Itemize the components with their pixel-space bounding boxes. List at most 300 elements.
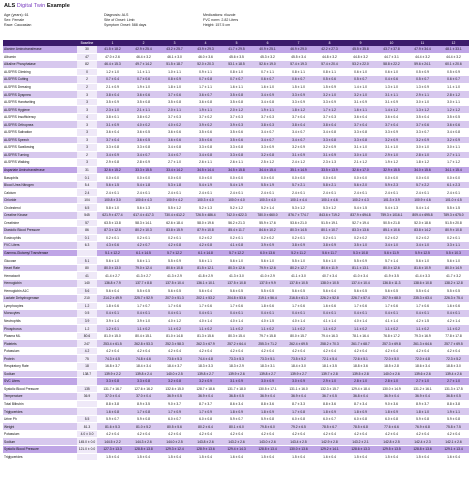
row-predicted-value: 1.6 ± 1.1 [345, 106, 376, 114]
row-predicted-value: 80.2 ± 12.7 [283, 264, 314, 272]
row-predicted-value: 85.4 ± 11.7 [221, 227, 252, 235]
row-predicted-value: 63.5 ± 13.8 [97, 219, 128, 227]
row-predicted-value: 730.4 ± 612.2 [159, 212, 190, 220]
row-predicted-value: 81.6 ± 5.3 [97, 423, 128, 431]
row-predicted-value: 262.8 ± 53.3 [128, 340, 159, 348]
table-row [3, 68, 469, 76]
row-predicted-value: 3.6 ± 0.5 [128, 129, 159, 137]
row-predicted-value: 3.3 ± 0.8 [221, 144, 252, 152]
row-baseline-value: 5.5 [77, 415, 97, 423]
row-predicted-value: 0.8 ± 0.9 [159, 76, 190, 84]
row-predicted-value: 2.1 ± 1.1 [128, 106, 159, 114]
row-baseline-value: 6.5 [77, 204, 97, 212]
row-predicted-value: 3.0 ± 0.9 [252, 378, 283, 386]
row-variable-name: Temperature [3, 393, 77, 401]
row-predicted-value: 1.7 ± 0.6 [159, 302, 190, 310]
row-predicted-value: 1.8 ± 1.0 [407, 408, 438, 416]
row-predicted-value: 204.8 ± 53.6 [221, 295, 252, 303]
row-predicted-value: 129.1 ± 13.4 [438, 445, 469, 453]
row-variable-name: Diastolic Blood Pressure [3, 227, 77, 235]
row-predicted-value: 36.9 ± 0.4 [252, 393, 283, 401]
row-predicted-value: 1.7 ± 0.6 [345, 302, 376, 310]
row-predicted-value: 80.3 ± 12.6 [221, 264, 252, 272]
row-predicted-value: 2.4 ± 0.1 [283, 189, 314, 197]
row-predicted-value: 5.6 ± 1.0 [438, 257, 469, 265]
table-row [3, 310, 469, 318]
row-predicted-value: 1.7 ± 0.6 [190, 302, 221, 310]
row-predicted-value: 83.3 ± 13.6 [345, 227, 376, 235]
row-predicted-value: 2.8 ± 0.9 [128, 159, 159, 167]
row-predicted-value: 18.1 ± 3.5 [314, 362, 345, 370]
row-predicted-value: 4.2 ± 0.4 [376, 430, 407, 438]
row-predicted-value: 3.5 ± 0.5 [438, 113, 469, 121]
row-predicted-value: 58.8 ± 22.2 [376, 61, 407, 69]
row-predicted-value: 3.5 ± 0.8 [159, 98, 190, 106]
row-predicted-value: 257.3 ± 69.8 [376, 340, 407, 348]
row-predicted-value: 1.7 ± 0.9 [159, 408, 190, 416]
row-variable-name: ALSFRS Climbing [3, 68, 77, 76]
row-predicted-value: 44.7 ± 3.1 [376, 53, 407, 61]
row-predicted-value: 3.4 ± 0.7 [159, 151, 190, 159]
row-predicted-value: 3.1 ± 0.9 [283, 151, 314, 159]
row-baseline-value: 86 [77, 227, 97, 235]
row-variable-name: Platelets [3, 340, 77, 348]
row-predicted-value: 100.3 ± 4.0 [190, 196, 221, 204]
row-predicted-value: 3.4 ± 0.7 [252, 129, 283, 137]
row-predicted-value: 85.1 ± 10.6 [376, 227, 407, 235]
row-predicted-value: 41.7 ± 29.5 [221, 46, 252, 53]
row-predicted-value: 5.7 ± 1.4 [376, 257, 407, 265]
row-predicted-value: 81.5 ± 12.1 [190, 264, 221, 272]
row-predicted-value: 100.0 ± 4.0 [221, 196, 252, 204]
row-predicted-value: 759.3 ± 1016.1 [376, 212, 407, 220]
row-predicted-value: 1.5 ± 0.4 [283, 453, 314, 461]
metadata-column-demographics [4, 13, 31, 28]
table-row [3, 264, 469, 272]
row-predicted-value: 2.1 ± 0.9 [97, 83, 128, 91]
row-predicted-value: 40.7 ± 3.4 [314, 272, 345, 280]
row-predicted-value: 77.6 ± 6.6 [376, 423, 407, 431]
row-predicted-value: 139.9 ± 2.7 [283, 370, 314, 378]
row-predicted-value: 32.9 ± 15.5 [376, 166, 407, 174]
table-row [3, 234, 469, 242]
row-predicted-value: 18.6 ± 3.4 [407, 362, 438, 370]
table-row [3, 279, 469, 287]
row-predicted-value: 4.2 ± 0.4 [190, 347, 221, 355]
row-predicted-value: 80.0 ± 13.0 [97, 264, 128, 272]
row-predicted-value: 1.1 ± 0.2 [407, 325, 438, 333]
row-predicted-value: 1.1 ± 0.2 [345, 325, 376, 333]
row-predicted-value: 2.8 ± 1.0 [407, 151, 438, 159]
row-predicted-value: 2.4 ± 0.1 [438, 189, 469, 197]
row-predicted-value: 143.8 ± 2.6 [190, 438, 221, 446]
row-predicted-value: 5.6 ± 2.0 [345, 181, 376, 189]
row-predicted-value: 0.0 ± 0.0 [221, 174, 252, 182]
row-predicted-value: 2.9 ± 1.1 [407, 91, 438, 99]
row-predicted-value: 5.6 ± 1.0 [252, 257, 283, 265]
row-predicted-value: 4.2 ± 0.4 [190, 430, 221, 438]
row-predicted-value: 140.0 ± 2.5 [159, 370, 190, 378]
row-predicted-value: 128.8 ± 13.6 [407, 445, 438, 453]
row-predicted-value: 226.2 ± 52.8 [314, 295, 345, 303]
digital-twin-table [3, 40, 469, 461]
row-baseline-value: 3 [77, 121, 97, 129]
row-predicted-value: 33.4 ± 14.2 [159, 166, 190, 174]
row-predicted-value: 32.6 ± 15.2 [97, 166, 128, 174]
row-predicted-value: 0.7 ± 0.6 [128, 76, 159, 84]
table-row [3, 408, 469, 416]
meta-sex: Sex: Female [4, 18, 25, 22]
row-predicted-value: 128.8 ± 13.8 [128, 445, 159, 453]
row-predicted-value: 0.4 ± 0.1 [128, 310, 159, 318]
row-predicted-value: 80.6 ± 11.9 [314, 264, 345, 272]
row-predicted-value: 0.4 ± 0.1 [252, 310, 283, 318]
table-row [3, 423, 469, 431]
row-baseline-value: 57 [77, 219, 97, 227]
row-predicted-value: 0.0 ± 0.0 [345, 174, 376, 182]
row-predicted-value: 1.6 ± 1.1 [221, 83, 252, 91]
row-predicted-value: 72.6 ± 5.1 [345, 355, 376, 363]
row-baseline-value: 3 [77, 159, 97, 167]
row-predicted-value: 81.0 ± 14.8 [159, 332, 190, 340]
row-predicted-value: 1.6 ± 0.8 [97, 408, 128, 416]
row-predicted-value: 0.6 ± 0.7 [252, 76, 283, 84]
row-predicted-value: 5.6 ± 11.9 [376, 249, 407, 257]
row-predicted-value: 0.2 ± 0.1 [97, 234, 128, 242]
row-predicted-value: 1.6 ± 0.6 [314, 302, 345, 310]
table-row [3, 144, 469, 152]
row-predicted-value: 136.8 ± 7.9 [97, 279, 128, 287]
table-row [3, 98, 469, 106]
row-predicted-value: 3.6 ± 0.6 [159, 136, 190, 144]
row-predicted-value: 43.2 ± 25.7 [159, 46, 190, 53]
row-predicted-value: 80.0 ± 14.9 [438, 264, 469, 272]
row-predicted-value: 0.2 ± 0.1 [159, 234, 190, 242]
row-predicted-value: 51.5 ± 19.1 [314, 219, 345, 227]
row-predicted-value: 79.3 ± 16.9 [407, 332, 438, 340]
row-predicted-value: 3.4 ± 0.7 [283, 136, 314, 144]
row-predicted-value: 18.4 ± 3.7 [159, 362, 190, 370]
row-variable-name: Potassium [3, 430, 77, 438]
row-predicted-value: 76.9 ± 6.8 [407, 423, 438, 431]
row-predicted-value: 1.0 ± 1.1 [159, 68, 190, 76]
row-predicted-value: 132.6 ± 15.0 [159, 385, 190, 393]
row-predicted-value: 3.3 ± 0.9 [314, 98, 345, 106]
row-baseline-value: 545 [77, 212, 97, 220]
row-predicted-value: 2.6 ± 1.1 [221, 159, 252, 167]
row-predicted-value: 41.3 ± 2.7 [128, 272, 159, 280]
row-predicted-value: 144.0 ± 2.5 [159, 438, 190, 446]
row-baseline-value: 145.0 ± 0.0 [78, 439, 96, 444]
row-predicted-value: 81.6 ± 10.9 [407, 264, 438, 272]
row-predicted-value: 1.6 ± 0.6 [438, 302, 469, 310]
row-predicted-value: 4.2 ± 0.4 [283, 347, 314, 355]
row-predicted-value: 0.0 ± 0.0 [438, 174, 469, 182]
row-predicted-value: 0.2 ± 0.1 [283, 234, 314, 242]
row-predicted-value: 6.0 ± 0.8 [283, 415, 314, 423]
table-row [3, 227, 469, 235]
row-predicted-value: 52.6 ± 19.0 [252, 61, 283, 69]
row-predicted-value: 144.5 ± 2.2 [97, 438, 128, 446]
row-predicted-value: 41.0 ± 2.9 [252, 272, 283, 280]
row-predicted-value: 0.5 ± 0.9 [438, 68, 469, 76]
row-predicted-value: 41.8 ± 2.9 [190, 272, 221, 280]
row-predicted-value: 1.5 ± 0.4 [407, 453, 438, 461]
table-row [3, 340, 469, 348]
row-predicted-value: 4.1 ± 0.8 [221, 242, 252, 250]
table-row [3, 325, 469, 333]
row-predicted-value: 4.3 ± 0.6 [97, 242, 128, 250]
row-baseline-value: 18 [77, 362, 97, 370]
row-predicted-value: 72.0 ± 4.8 [407, 355, 438, 363]
row-predicted-value: 41.4 ± 2.7 [97, 272, 128, 280]
table-row [3, 83, 469, 91]
row-predicted-value: 2.4 ± 0.1 [376, 189, 407, 197]
row-predicted-value: 1.1 ± 0.2 [190, 325, 221, 333]
row-predicted-value: 837.9 ± 694.8 [345, 212, 376, 220]
row-predicted-value: 1.9 ± 1.2 [376, 159, 407, 167]
row-predicted-value: 3.1 ± 1.0 [345, 144, 376, 152]
row-predicted-value: 5.2 ± 1.3 [190, 204, 221, 212]
row-predicted-value: 3.5 ± 0.9 [97, 98, 128, 106]
row-predicted-value: 74.8 ± 4.6 [128, 355, 159, 363]
column-header-month: 10 [376, 40, 407, 46]
table-row [3, 242, 469, 250]
table-row [3, 415, 469, 423]
row-predicted-value: 3.6 ± 0.6 [438, 121, 469, 129]
row-baseline-value: 2 [77, 83, 97, 91]
row-predicted-value: 1.7 ± 0.6 [283, 302, 314, 310]
row-predicted-value: 3.1 ± 0.9 [314, 151, 345, 159]
row-predicted-value: 3.9 ± 1.0 [128, 317, 159, 325]
row-predicted-value: 4.2 ± 0.4 [97, 347, 128, 355]
row-predicted-value: 142.1 ± 2.6 [438, 438, 469, 446]
row-predicted-value: 80.0 ± 12.6 [376, 264, 407, 272]
row-predicted-value: 144.3 ± 2.6 [128, 438, 159, 446]
row-predicted-value: 1.3 ± 0.9 [407, 83, 438, 91]
row-predicted-value: 43.9 ± 29.3 [190, 46, 221, 53]
row-predicted-value: 3.9 ± 1.4 [97, 317, 128, 325]
row-predicted-value: 257.2 ± 64.4 [221, 340, 252, 348]
row-predicted-value: 5.5 ± 1.2 [159, 204, 190, 212]
row-predicted-value: 5.9 ± 12.5 [407, 249, 438, 257]
row-predicted-value: 1.8 ± 0.9 [314, 408, 345, 416]
row-predicted-value: 1.8 ± 0.9 [252, 408, 283, 416]
metadata-column-diagnosis [104, 13, 146, 28]
table-row [3, 212, 469, 220]
row-predicted-value: 3.5 ± 0.8 [221, 91, 252, 99]
row-predicted-value: 2.7 ± 1.0 [407, 378, 438, 386]
row-predicted-value: 0.4 ± 0.1 [190, 310, 221, 318]
table-row [3, 362, 469, 370]
row-predicted-value: 253.4 ± 61.5 [97, 340, 128, 348]
table-row [3, 438, 469, 446]
row-predicted-value: 258.2 ± 70.3 [314, 340, 345, 348]
row-predicted-value: 2.4 ± 0.1 [221, 189, 252, 197]
row-predicted-value: 0.9 ± 1.1 [190, 68, 221, 76]
row-predicted-value: 0.4 ± 0.1 [159, 310, 190, 318]
row-predicted-value: 4.1 ± 1.4 [314, 317, 345, 325]
row-predicted-value: 139.8 ± 2.7 [252, 370, 283, 378]
row-predicted-value: 2.7 ± 1.0 [438, 378, 469, 386]
row-baseline-value: 2 [77, 76, 97, 84]
row-predicted-value: 726.5 ± 486.4 [190, 212, 221, 220]
row-predicted-value: 80.2 ± 6.4 [190, 423, 221, 431]
row-baseline-value: 2.4 [77, 189, 97, 197]
row-predicted-value: 80.4 ± 15.1 [128, 332, 159, 340]
column-header-month: 7 [283, 40, 314, 46]
row-baseline-value: 3 [77, 144, 97, 152]
row-predicted-value: 1.7 ± 0.6 [376, 302, 407, 310]
row-predicted-value: 139.9 ± 2.2 [97, 370, 128, 378]
row-variable-name: Cholesterol [3, 204, 77, 212]
row-predicted-value: 3.7 ± 0.3 [221, 113, 252, 121]
table-row [3, 151, 469, 159]
row-predicted-value: 3.6 ± 0.4 [97, 129, 128, 137]
row-baseline-value: 80 [77, 264, 97, 272]
row-predicted-value: 5.6 ± 0.5 [376, 287, 407, 295]
row-predicted-value: 0.4 ± 0.1 [438, 310, 469, 318]
row-baseline-value: 30 [77, 46, 97, 53]
row-predicted-value: 1.8 ± 0.9 [221, 408, 252, 416]
row-predicted-value: 36.9 ± 0.5 [159, 393, 190, 401]
row-variable-name: Hematocrit [3, 272, 77, 280]
row-predicted-value: 136.8 ± 11.3 [376, 279, 407, 287]
row-predicted-value: 3.4 ± 0.8 [159, 144, 190, 152]
row-predicted-value: 1.7 ± 0.6 [407, 302, 438, 310]
row-predicted-value: 3.2 ± 0.8 [159, 378, 190, 386]
row-predicted-value: 1.5 ± 0.4 [252, 453, 283, 461]
row-baseline-value: 121.0 ± 0.0 [78, 447, 96, 452]
row-predicted-value: 5.6 ± 1.3 [128, 204, 159, 212]
row-variable-name: ALSFRS Speech [3, 136, 77, 144]
row-predicted-value: 143.2 ± 2.6 [221, 438, 252, 446]
row-predicted-value: 4.2 ± 0.4 [407, 347, 438, 355]
row-predicted-value: 5.8 ± 2.1 [314, 181, 345, 189]
row-predicted-value: 3.4 ± 1.0 [407, 242, 438, 250]
row-predicted-value: 5.6 ± 0.4 [97, 287, 128, 295]
row-predicted-value: 0.0 ± 0.0 [159, 174, 190, 182]
row-predicted-value: 4.2 ± 1.4 [438, 317, 469, 325]
row-predicted-value: 138.2 ± 12.8 [438, 279, 469, 287]
row-predicted-value: 2.4 ± 0.1 [407, 189, 438, 197]
row-predicted-value: 2.1 ± 1.2 [345, 159, 376, 167]
row-predicted-value: 1.7 ± 1.2 [314, 106, 345, 114]
row-variable-name: Monocytes [3, 310, 77, 318]
row-predicted-value: 2.4 ± 0.1 [345, 189, 376, 197]
table-row [3, 53, 469, 61]
column-header-month: 4 [190, 40, 221, 46]
row-predicted-value: 207.0 ± 51.3 [159, 295, 190, 303]
row-predicted-value: 1.5 ± 0.4 [345, 453, 376, 461]
row-predicted-value: 57.4 ± 20.4 [314, 61, 345, 69]
row-predicted-value: 3.8 ± 0.3 [252, 121, 283, 129]
row-predicted-value: 83.8 ± 14.2 [407, 227, 438, 235]
row-predicted-value: 3.8 ± 0.4 [314, 121, 345, 129]
row-predicted-value: 1.5 ± 0.4 [97, 453, 128, 461]
table-row [3, 257, 469, 265]
table-row [3, 129, 469, 137]
row-predicted-value: 4.2 ± 0.8 [159, 242, 190, 250]
row-predicted-value: 139.8 ± 2.7 [190, 370, 221, 378]
table-row [3, 106, 469, 114]
meta-diagnosis: Diagnosis: ALS [104, 13, 129, 17]
row-predicted-value: 100.3 ± 4.0 [252, 196, 283, 204]
row-predicted-value: 137.7 ± 8.8 [128, 279, 159, 287]
row-variable-name: SVC Liters [3, 378, 77, 386]
row-predicted-value: 47.0 ± 2.6 [97, 53, 128, 61]
row-variable-name: Protein [3, 355, 77, 363]
row-predicted-value: 3.0 ± 0.9 [283, 378, 314, 386]
row-predicted-value: 5.2 ± 1.2 [221, 204, 252, 212]
title-suffix: Example [46, 3, 70, 9]
row-predicted-value: 252.3 ± 58.3 [159, 340, 190, 348]
row-predicted-value: 137.5 ± 10.8 [221, 279, 252, 287]
table-row [3, 113, 469, 121]
row-predicted-value: 1.8 ± 1.0 [159, 83, 190, 91]
row-predicted-value: 130.0 ± 14.9 [376, 385, 407, 393]
row-predicted-value: 1.7 ± 0.8 [283, 408, 314, 416]
row-predicted-value: 5.5 ± 1.5 [438, 204, 469, 212]
row-predicted-value: 3.7 ± 0.4 [283, 113, 314, 121]
row-variable-name: ALSFRS Cutting [3, 76, 77, 84]
row-predicted-value: 3.0 ± 1.0 [407, 98, 438, 106]
row-predicted-value: 2.8 ± 1.0 [376, 378, 407, 386]
row-predicted-value: 52.7 ± 19.4 [345, 219, 376, 227]
row-predicted-value: 41.9 ± 3.5 [376, 272, 407, 280]
row-predicted-value: 0.4 ± 0.1 [345, 310, 376, 318]
row-predicted-value: 1.7 ± 1.1 [190, 83, 221, 91]
row-variable-name: Aspartate Aminotransferase [3, 166, 77, 174]
row-variable-name: Calcium [3, 189, 77, 197]
row-predicted-value: 8.7 ± 3.4 [345, 400, 376, 408]
meta-height: Height: 157.5 cm [203, 23, 231, 27]
row-predicted-value: 5.5 ± 0.9 [159, 257, 190, 265]
row-predicted-value: 3.7 ± 0.3 [159, 113, 190, 121]
row-predicted-value: 139.6 ± 2.6 [407, 370, 438, 378]
row-predicted-value: 131.3 ± 17.5 [438, 385, 469, 393]
table-row [3, 453, 469, 461]
table-row [3, 136, 469, 144]
row-predicted-value: 51.5 ± 20.8 [438, 219, 469, 227]
row-predicted-value: 128.9 ± 13.6 [190, 445, 221, 453]
row-predicted-value: 46.9 ± 29.0 [283, 46, 314, 53]
row-predicted-value: 143.4 ± 2.5 [283, 438, 314, 446]
row-predicted-value: 45.3 ± 3.2 [252, 53, 283, 61]
row-baseline-value [77, 400, 97, 408]
table-row [3, 76, 469, 84]
row-predicted-value: 36.9 ± 0.4 [283, 393, 314, 401]
row-baseline-value: 3 [77, 136, 97, 144]
row-predicted-value: 3.1 ± 1.1 [376, 91, 407, 99]
row-predicted-value: 0.0 ± 0.0 [190, 174, 221, 182]
row-predicted-value: 3.6 ± 0.8 [190, 98, 221, 106]
metadata-column-clinical [203, 13, 238, 28]
row-predicted-value: 8.7 ± 3.3 [283, 400, 314, 408]
row-predicted-value: 3.6 ± 0.7 [190, 91, 221, 99]
row-predicted-value: 79.4 ± 16.3 [314, 332, 345, 340]
row-predicted-value: 261.3 ± 64.6 [407, 340, 438, 348]
row-predicted-value: 143.2 ± 2.1 [345, 438, 376, 446]
row-predicted-value: 1.6 ± 0.4 [438, 453, 469, 461]
row-predicted-value: 3.0 ± 1.1 [438, 98, 469, 106]
row-variable-name: Triglycerides [3, 453, 77, 461]
row-predicted-value: 49.7 ± 14.2 [128, 61, 159, 69]
row-predicted-value: 3.4 ± 0.7 [283, 129, 314, 137]
table-row [3, 370, 469, 378]
row-predicted-value: 5.4 ± 1.5 [345, 204, 376, 212]
row-predicted-value: 0.2 ± 0.2 [345, 234, 376, 242]
